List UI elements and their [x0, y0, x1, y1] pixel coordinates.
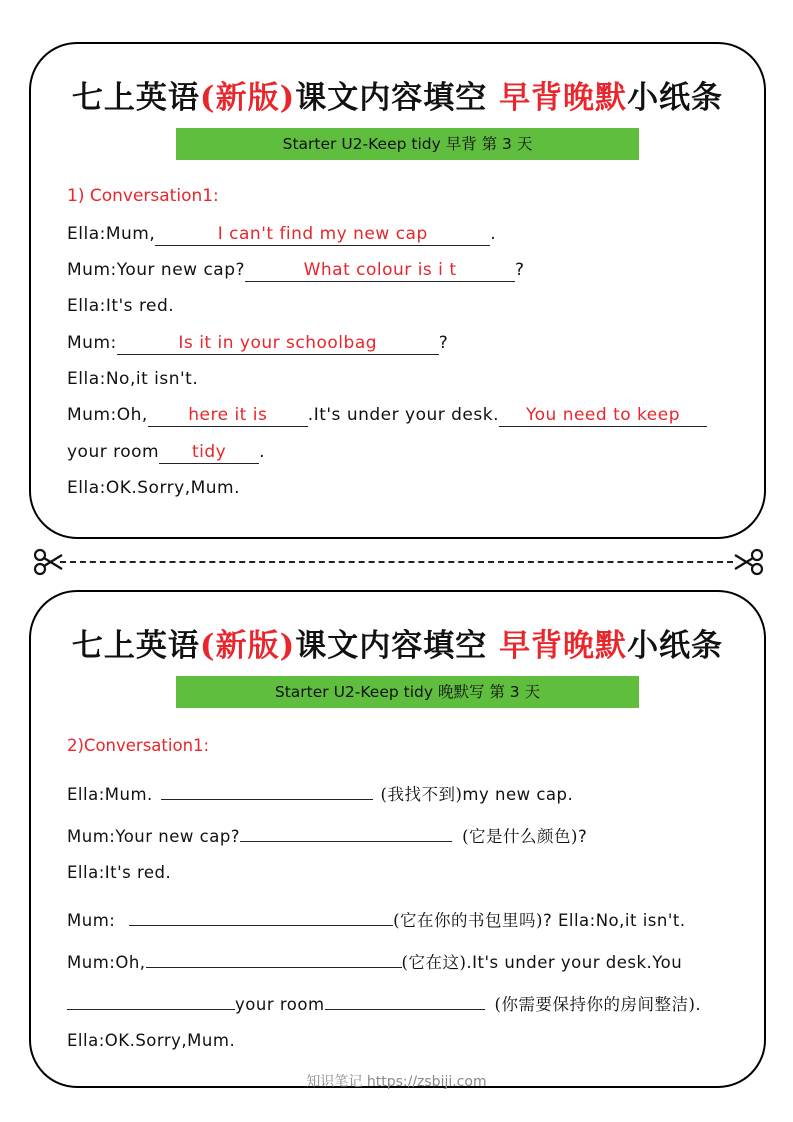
title-part: 小纸条: [627, 80, 724, 116]
title-part: 小纸条: [627, 628, 724, 664]
scissors-icon: [733, 547, 765, 577]
title-part: 七上英语: [71, 628, 200, 664]
line-text: your room: [67, 442, 160, 462]
section-heading: 2)Conversation1:: [67, 736, 210, 755]
answer-blank: tidy: [159, 443, 259, 464]
evening-dictation-card: [29, 590, 766, 1088]
line-text: .: [259, 442, 266, 462]
fill-blank[interactable]: [161, 779, 373, 800]
line-text: Ella:Mum.: [67, 785, 153, 804]
title-part-red: 早背晚默: [499, 628, 628, 664]
answer-blank: I can't find my new cap: [155, 225, 490, 246]
card-title: [31, 620, 764, 665]
line-text: Ella:No,it isn't.: [67, 369, 199, 389]
answer-blank: Is it in your schoolbag: [117, 334, 439, 355]
dialogue-line: [67, 333, 448, 355]
chinese-hint: (它在你的书包里吗): [393, 911, 543, 930]
line-text: my new cap.: [462, 785, 574, 804]
cut-line: [60, 561, 733, 563]
line-text: Mum:: [67, 333, 117, 353]
dialogue-line: [67, 989, 701, 1015]
dialogue-line: [67, 369, 198, 389]
line-text: Ella:Mum,: [67, 224, 156, 244]
fill-blank[interactable]: [325, 989, 485, 1010]
line-text: ?: [515, 260, 525, 280]
title-part-red: 早背晚默: [499, 80, 628, 116]
dialogue-line: [67, 1031, 235, 1050]
line-text: ?: [438, 333, 449, 353]
chinese-hint: (你需要保持你的房间整洁): [494, 995, 696, 1014]
dialogue-line: [67, 863, 171, 882]
dialogue-line: [67, 442, 265, 464]
dialogue-line: [67, 947, 682, 973]
dialogue-line: [67, 821, 587, 847]
dialogue-line: [67, 478, 240, 498]
line-text: Ella:It's red.: [67, 296, 175, 316]
line-text: ?: [577, 827, 588, 846]
line-text: .: [695, 995, 702, 1014]
title-part: 七上英语: [71, 80, 200, 116]
lesson-banner: Starter U2-Keep tidy 晚默写 第 3 天: [176, 676, 639, 708]
fill-blank[interactable]: [240, 821, 452, 842]
morning-recite-card: [29, 42, 766, 539]
line-text: Mum:Your new cap?: [67, 260, 246, 280]
line-text: ? Ella:No,it isn't.: [542, 911, 686, 930]
answer-blank: You need to keep: [499, 406, 707, 427]
chinese-hint: (它是什么颜色): [462, 827, 578, 846]
line-text: Mum:Oh,: [67, 405, 148, 425]
line-text: .: [490, 224, 497, 244]
line-text: Ella:It's red.: [67, 863, 172, 882]
lesson-banner: Starter U2-Keep tidy 早背 第 3 天: [176, 128, 639, 160]
title-part-red: (新版): [199, 628, 296, 664]
dialogue-line: [67, 296, 174, 316]
answer-blank: What colour is i t: [245, 261, 515, 282]
answer-blank: here it is: [148, 406, 308, 427]
chinese-hint: (我找不到): [380, 785, 463, 804]
title-part-red: (新版): [199, 80, 296, 116]
line-text: Ella:OK.Sorry,Mum.: [67, 1031, 236, 1050]
fill-blank[interactable]: [146, 947, 402, 968]
line-text: Ella:OK.Sorry,Mum.: [67, 478, 241, 498]
line-text: Mum:Your new cap?: [67, 827, 241, 846]
line-text: your room: [235, 995, 325, 1014]
dialogue-line: [67, 405, 707, 427]
fill-blank[interactable]: [129, 905, 393, 926]
line-text: .It's under your desk.: [307, 405, 499, 425]
dialogue-line: [67, 260, 525, 282]
chinese-hint: (它在这): [401, 953, 467, 972]
line-text: .It's under your desk.You: [466, 953, 683, 972]
dialogue-line: [67, 224, 496, 246]
title-part: 课文内容填空: [295, 80, 500, 116]
section-heading: 1) Conversation1:: [67, 186, 219, 206]
line-text: Mum:: [67, 911, 116, 930]
dialogue-line: [67, 905, 686, 931]
title-part: 课文内容填空: [295, 628, 500, 664]
card-title: [31, 72, 764, 117]
footer-watermark: 知识笔记 https://zsbiji.com: [306, 1074, 487, 1090]
line-text: Mum:Oh,: [67, 953, 146, 972]
fill-blank[interactable]: [67, 989, 235, 1010]
dialogue-line: [67, 779, 573, 805]
